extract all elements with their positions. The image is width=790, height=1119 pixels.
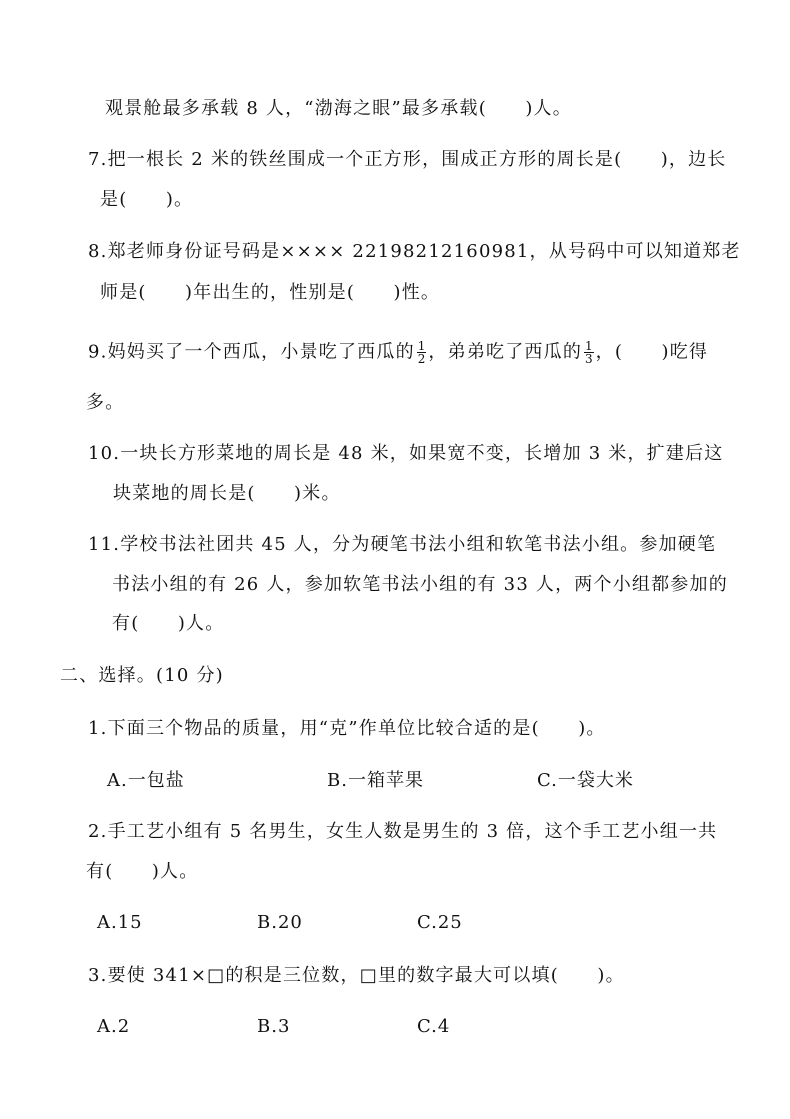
- fraction-one-third: [584, 340, 594, 365]
- q8-line1: 8.郑老师身份证号码是×××× 22198212160981，从号码中可以知道郑老: [88, 241, 741, 262]
- q7-line2: 是( )。: [100, 189, 194, 210]
- choice2-line1: 2.手工艺小组有 5 名男生，女生人数是男生的 3 倍，这个手工艺小组一共: [88, 821, 718, 842]
- q10-line2: 块菜地的周长是( )米。: [113, 483, 341, 504]
- choice2-option-c: C.25: [417, 912, 463, 933]
- q9-text-part3: ，( )吃得: [595, 341, 709, 363]
- choice2-option-a: A.15: [97, 912, 143, 933]
- q6-continuation: 观景舱最多承载 8 人，“渤海之眼”最多承载( )人。: [105, 98, 572, 119]
- choice3-stem: 3.要使 341×□的积是三位数，□里的数字最大可以填( )。: [88, 965, 625, 986]
- q9-text-part1: 9.妈妈买了一个西瓜，小景吃了西瓜的: [88, 341, 415, 363]
- section-title: 二、选择。(10 分): [60, 665, 224, 686]
- q9-line2: 多。: [86, 392, 125, 413]
- choice3-option-a: A.2: [97, 1016, 131, 1037]
- choice1-option-a: A.一包盐: [107, 770, 185, 791]
- fraction-numerator: 1: [417, 339, 426, 353]
- fraction-denominator: 2: [417, 352, 426, 366]
- q11-line2: 书法小组的有 26 人，参加软笔书法小组的有 33 人，两个小组都参加的: [112, 574, 728, 595]
- fraction-one-half: [417, 340, 427, 365]
- fraction-numerator: 1: [585, 339, 593, 353]
- q10-line1: 10.一块长方形菜地的周长是 48 米，如果宽不变，长增加 3 米，扩建后这: [88, 443, 724, 464]
- choice2-option-b: B.20: [257, 912, 303, 933]
- choice1-stem: 1.下面三个物品的质量，用“克”作单位比较合适的是( )。: [88, 718, 606, 739]
- choice3-option-b: B.3: [257, 1016, 291, 1037]
- fraction-denominator: 3: [585, 352, 593, 366]
- choice1-option-b: B.一箱苹果: [327, 770, 424, 791]
- q7-line1: 7.把一根长 2 米的铁丝围成一个正方形，围成正方形的周长是( )，边长: [88, 149, 727, 170]
- choice3-option-c: C.4: [417, 1016, 451, 1037]
- choice2-line2: 有( )人。: [86, 861, 199, 882]
- choice1-option-c: C.一袋大米: [537, 770, 634, 791]
- q11-line1: 11.学校书法社团共 45 人，分为硬笔书法小组和软笔书法小组。参加硬笔: [88, 534, 717, 555]
- q11-line3: 有( )人。: [112, 613, 225, 634]
- q9-line1: [88, 340, 708, 365]
- q8-line2: 师是( )年出生的，性别是( )性。: [100, 282, 441, 303]
- q9-text-part2: ，弟弟吃了西瓜的: [428, 341, 583, 363]
